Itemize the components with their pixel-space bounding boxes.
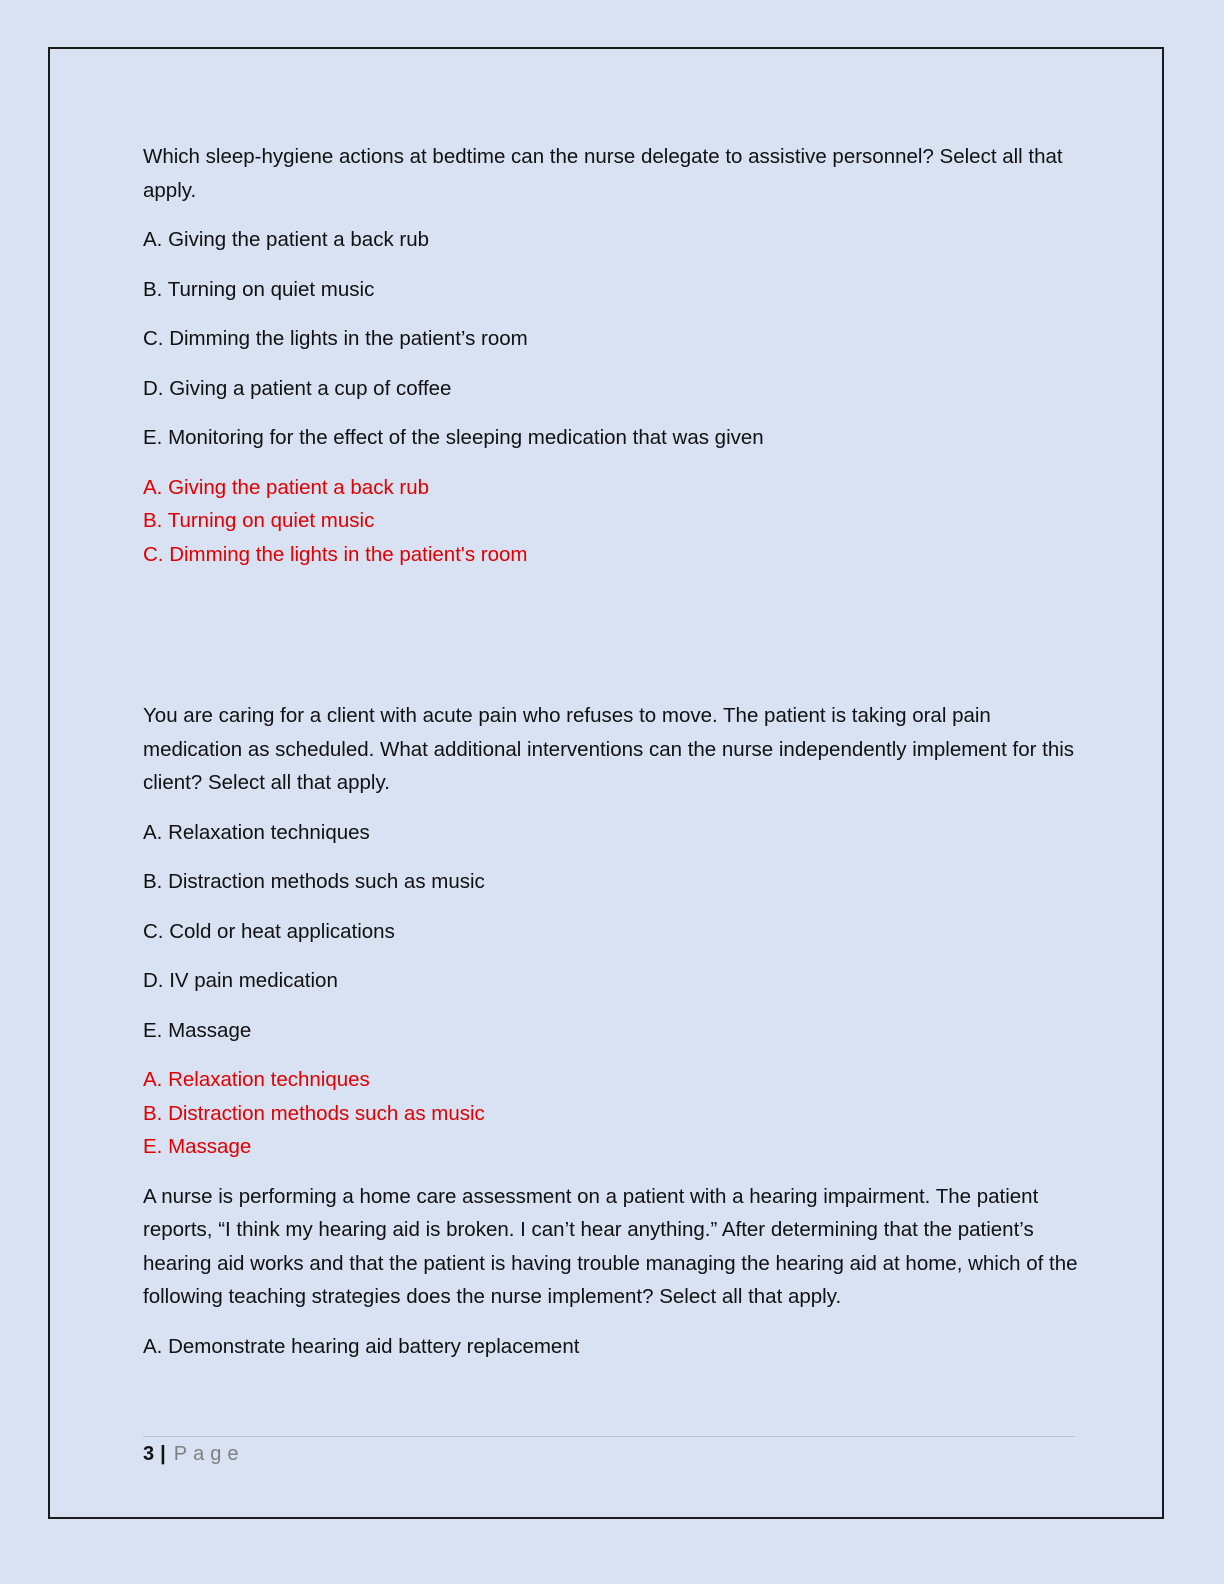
question-2-answer-a: A. Relaxation techniques	[143, 1068, 370, 1091]
question-2-option-a: A. Relaxation techniques	[143, 820, 370, 844]
question-1-option-c: C. Dimming the lights in the patient’s room	[143, 327, 528, 350]
question-1-option-d: D. Giving a patient a cup of coffee	[143, 376, 452, 400]
question-2-option-c: C. Cold or heat applications	[143, 919, 395, 943]
question-1-option-e: E. Monitoring for the effect of the sleeping medication that was given	[143, 426, 764, 449]
question-1-option-b: B. Turning on quiet music	[143, 277, 375, 301]
footer-divider	[143, 1436, 1075, 1437]
page-number: 3	[143, 1443, 155, 1465]
question-1-option-a: A. Giving the patient a back rub	[143, 228, 430, 251]
question-3-option-a: A. Demonstrate hearing aid battery replacement	[143, 1334, 580, 1358]
blank-space	[143, 587, 1078, 699]
question-1-answers	[143, 471, 1078, 572]
question-2-option-b: B. Distraction methods such as music	[143, 870, 485, 893]
question-2-answers	[143, 1063, 1078, 1164]
question-2-option-e: E. Massage	[143, 1018, 252, 1042]
question-2-text: You are caring for a client with acute pain who refuses to move. The patient is taking oral pain medication as scheduled. What additional interventions can the nurse independently implement for this client? Select all that apply.	[143, 704, 1075, 794]
question-2-option-d: D. IV pain medication	[143, 969, 338, 992]
page-separator: |	[160, 1443, 166, 1465]
question-3-text: A nurse is performing a home care assessment on a patient with a hearing impairment. The patient reports, “I think my hearing aid is broken. I can’t hear anything.” After determining that the patient’s hearing aid works and that the patient is having trouble managing the hearing aid at home, which of the following teaching strategies does the nurse implement? Select all that apply.	[143, 1184, 1078, 1308]
question-2-answer-e: E. Massage	[143, 1135, 252, 1158]
page-label: Page	[173, 1443, 245, 1465]
question-1-text: Which sleep-hygiene actions at bedtime can the nurse delegate to assistive personnel? Select all that apply.	[143, 145, 1063, 202]
question-2-answer-b: B. Distraction methods such as music	[143, 1101, 485, 1125]
question-1-answer-c: C. Dimming the lights in the patient's room	[143, 542, 528, 566]
question-1-answer-a: A. Giving the patient a back rub	[143, 475, 430, 499]
document-body	[143, 140, 1078, 1379]
page-footer	[143, 1440, 244, 1468]
question-1-answer-b: B. Turning on quiet music	[143, 509, 375, 532]
